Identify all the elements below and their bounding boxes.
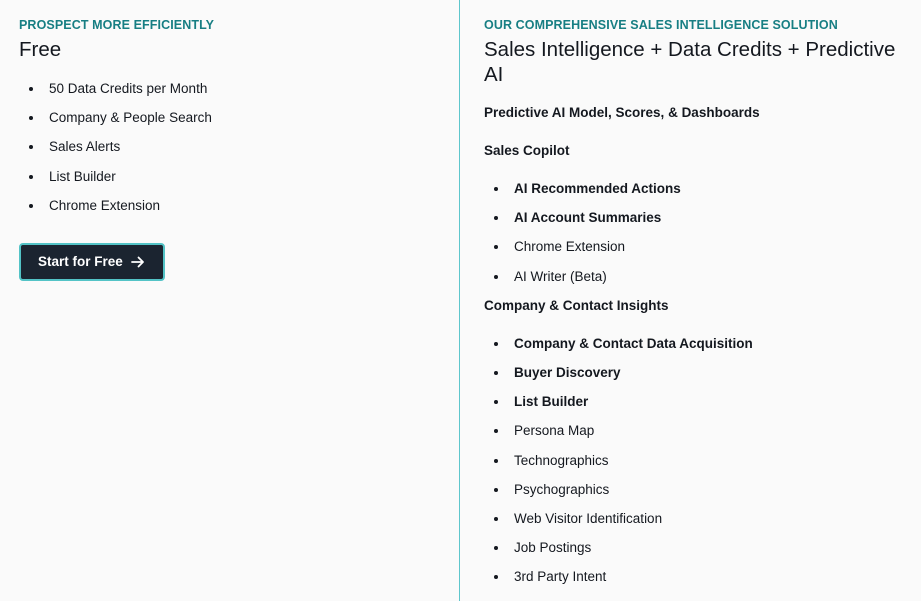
- bullet-icon: [29, 204, 33, 208]
- bullet-icon: [494, 488, 498, 492]
- list-item: [484, 540, 914, 556]
- bullet-icon: [29, 175, 33, 179]
- list-item: [19, 139, 439, 155]
- list-item: [484, 365, 914, 381]
- feature-label: Buyer Discovery: [514, 364, 621, 380]
- list-item: [484, 453, 914, 469]
- free-plan-eyebrow: PROSPECT MORE EFFICIENTLY: [19, 18, 215, 32]
- bullet-icon: [494, 187, 498, 191]
- list-item: [484, 482, 914, 498]
- feature-label: Web Visitor Identification: [514, 510, 663, 526]
- sales-copilot-heading: Sales Copilot: [484, 143, 570, 158]
- feature-label: Company & Contact Data Acquisition: [514, 335, 753, 351]
- list-item: [19, 198, 439, 214]
- list-item: [484, 269, 914, 285]
- pro-plan-eyebrow: OUR COMPREHENSIVE SALES INTELLIGENCE SOLUTION: [484, 18, 838, 32]
- bullet-icon: [29, 116, 33, 120]
- bullet-icon: [494, 216, 498, 220]
- feature-label: 50 Data Credits per Month: [49, 81, 208, 96]
- free-plan-feature-list: [19, 81, 439, 214]
- list-item: [484, 423, 914, 439]
- sales-copilot-list: [484, 181, 914, 285]
- bullet-icon: [29, 145, 33, 149]
- contact-insights-list: [484, 336, 914, 586]
- feature-label: Job Postings: [514, 540, 592, 556]
- list-item: [484, 569, 914, 585]
- list-item: [19, 110, 439, 126]
- free-plan-column: [19, 18, 439, 281]
- feature-label: AI Recommended Actions: [514, 181, 681, 196]
- bullet-icon: [494, 275, 498, 279]
- bullet-icon: [494, 575, 498, 579]
- bullet-icon: [494, 459, 498, 463]
- feature-label: 3rd Party Intent: [514, 569, 607, 585]
- feature-label: List Builder: [49, 168, 116, 184]
- arrow-right-icon: [131, 255, 145, 269]
- bullet-icon: [494, 546, 498, 550]
- bullet-icon: [29, 87, 33, 91]
- feature-label: List Builder: [514, 394, 589, 410]
- start-for-free-label: Start for Free: [38, 254, 123, 270]
- contact-insights-heading: Company & Contact Insights: [484, 297, 669, 313]
- list-item: [19, 169, 439, 185]
- feature-label: Persona Map: [514, 423, 595, 439]
- feature-label: AI Account Summaries: [514, 210, 662, 226]
- list-item: [484, 210, 914, 226]
- list-item: [484, 394, 914, 410]
- free-plan-title: Free: [19, 38, 62, 61]
- pro-plan-column: [484, 18, 914, 598]
- feature-label: Company & People Search: [49, 110, 212, 126]
- start-for-free-button[interactable]: [19, 243, 165, 281]
- predictive-ai-heading: Predictive AI Model, Scores, & Dashboards: [484, 105, 760, 120]
- bullet-icon: [494, 429, 498, 433]
- bullet-icon: [494, 371, 498, 375]
- feature-label: Technographics: [514, 452, 609, 468]
- feature-label: Chrome Extension: [49, 197, 161, 213]
- list-item: [19, 81, 439, 97]
- bullet-icon: [494, 517, 498, 521]
- feature-label: Sales Alerts: [49, 139, 121, 155]
- list-item: [484, 511, 914, 527]
- list-item: [484, 239, 914, 255]
- feature-label: AI Writer (Beta): [514, 268, 607, 284]
- bullet-icon: [494, 342, 498, 346]
- feature-label: Chrome Extension: [514, 239, 626, 255]
- feature-label: Psychographics: [514, 481, 610, 497]
- pro-plan-title: Sales Intelligence + Data Credits + Predictive AI: [484, 38, 896, 86]
- bullet-icon: [494, 400, 498, 404]
- bullet-icon: [494, 245, 498, 249]
- list-item: [484, 336, 914, 352]
- column-divider: [459, 0, 460, 601]
- list-item: [484, 181, 914, 197]
